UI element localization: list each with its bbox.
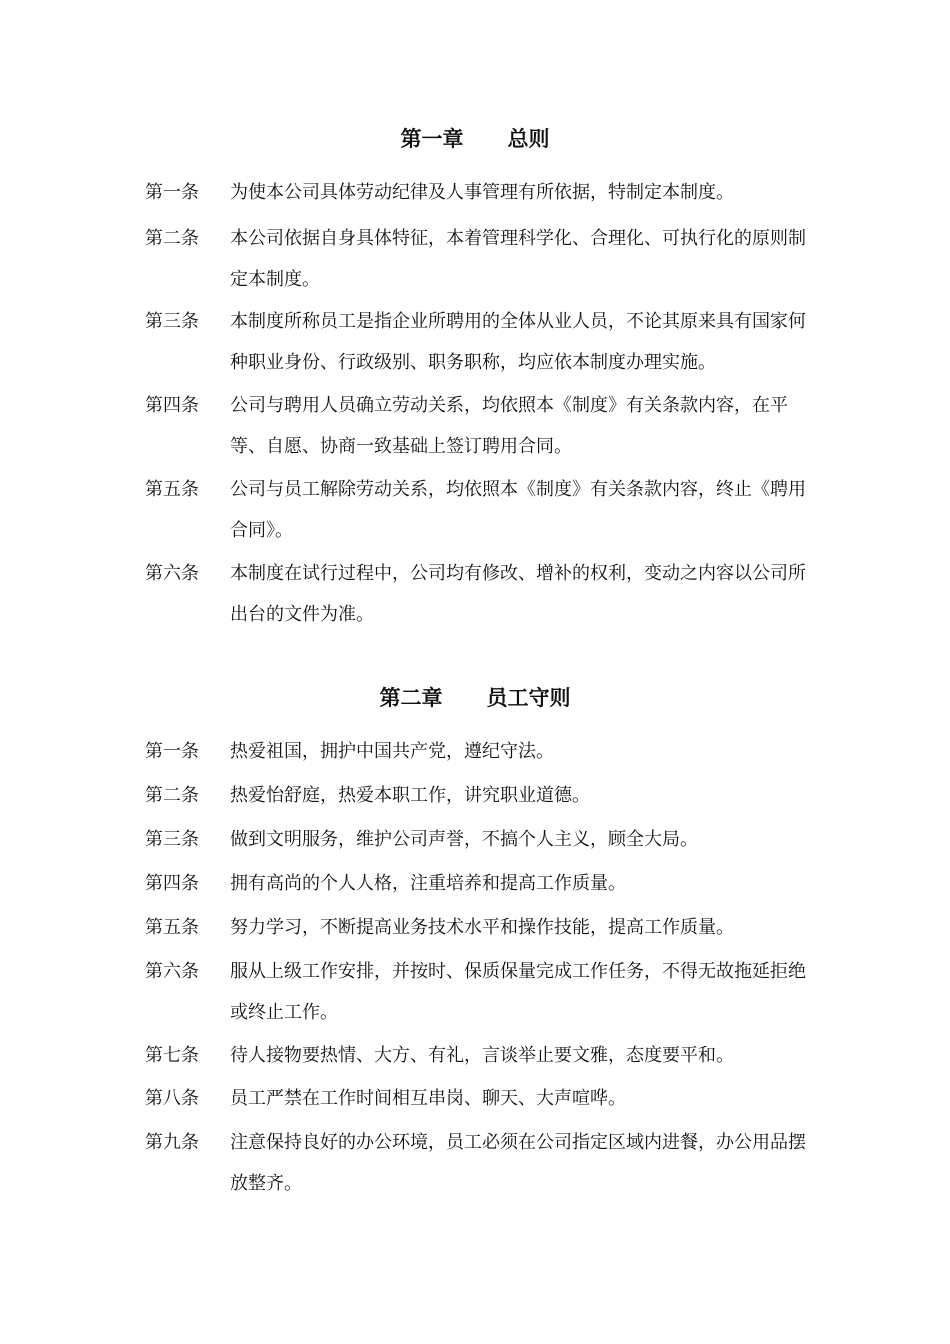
chapter-1-article-4 [145,385,815,467]
chapter-1-article-1 [145,172,815,213]
article-label: 第四条 [145,873,199,894]
article-label: 第七条 [145,1045,199,1066]
article-text: 热爱怡舒庭，热爱本职工作，讲究职业道德。 [230,785,590,806]
chapter-2-article-2 [145,775,815,816]
chapter-1-article-5 [145,469,815,551]
chapter-2-article-4 [145,863,815,904]
article-text: 为使本公司具体劳动纪律及人事管理有所依据，特制定本制度。 [230,182,734,203]
article-text: 本公司依据自身具体特征，本着管理科学化、合理化、可执行化的原则制定本制度。 [230,228,806,290]
chapter-1-title [0,124,950,154]
chapter-2-title [0,683,950,713]
article-text: 做到文明服务，维护公司声誉，不搞个人主义，顾全大局。 [230,829,698,850]
article-label: 第三条 [145,829,199,850]
chapter-1-article-6 [145,553,815,635]
article-label: 第九条 [145,1132,199,1153]
article-label: 第二条 [145,785,199,806]
chapter-1-number: 第一章 [400,126,464,151]
chapter-2-article-6 [145,951,815,1033]
chapter-1-article-3 [145,301,815,383]
article-text: 公司与员工解除劳动关系，均依照本《制度》有关条款内容，终止《聘用合同》。 [230,479,806,541]
article-label: 第一条 [145,741,199,762]
article-text: 员工严禁在工作时间相互串岗、聊天、大声喧哗。 [230,1088,626,1109]
chapter-1-name: 总则 [507,126,550,151]
article-text: 拥有高尚的个人人格，注重培养和提高工作质量。 [230,873,626,894]
article-text: 本制度所称员工是指企业所聘用的全体从业人员，不论其原来具有国家何种职业身份、行政级别、职务职称，均应依本制度办理实施。 [230,311,806,373]
article-label: 第一条 [145,182,199,203]
chapter-2-article-3 [145,819,815,860]
article-label: 第六条 [145,563,199,584]
article-text: 注意保持良好的办公环境，员工必须在公司指定区域内进餐，办公用品摆放整齐。 [230,1132,806,1194]
chapter-2-article-1 [145,731,815,772]
article-label: 第六条 [145,961,199,982]
article-label: 第二条 [145,228,199,249]
article-label: 第八条 [145,1088,199,1109]
article-text: 热爱祖国，拥护中国共产党，遵纪守法。 [230,741,554,762]
chapter-2-article-8 [145,1078,815,1119]
article-text: 本制度在试行过程中，公司均有修改、增补的权利，变动之内容以公司所出台的文件为准。 [230,563,806,625]
article-label: 第五条 [145,917,199,938]
chapter-2-article-9 [145,1122,815,1204]
article-label: 第三条 [145,311,199,332]
article-label: 第五条 [145,479,199,500]
chapter-2-number: 第二章 [379,685,443,710]
article-text: 服从上级工作安排，并按时、保质保量完成工作任务，不得无故拖延拒绝或终止工作。 [230,961,806,1023]
chapter-2-name: 员工守则 [486,685,571,710]
article-text: 努力学习，不断提高业务技术水平和操作技能，提高工作质量。 [230,917,734,938]
chapter-2-article-7 [145,1035,815,1076]
chapter-1-article-2 [145,218,815,300]
article-label: 第四条 [145,395,199,416]
article-text: 公司与聘用人员确立劳动关系，均依照本《制度》有关条款内容，在平等、自愿、协商一致基础上签订聘用合同。 [230,395,788,457]
article-text: 待人接物要热情、大方、有礼，言谈举止要文雅，态度要平和。 [230,1045,734,1066]
chapter-2-article-5 [145,907,815,948]
